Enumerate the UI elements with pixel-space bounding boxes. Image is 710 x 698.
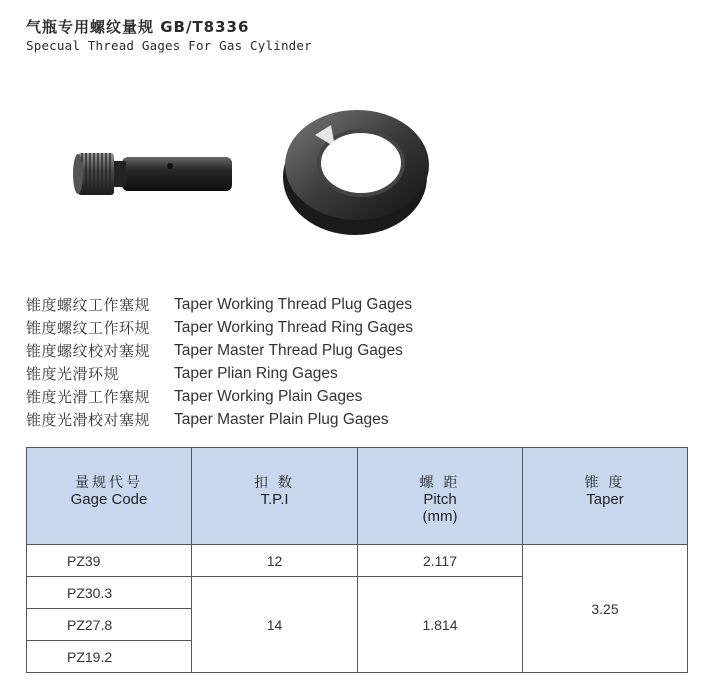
header-gage-code-cn: 量规代号 <box>75 474 143 490</box>
product-name-en: Taper Plian Ring Gages <box>174 364 338 382</box>
page-title-cn: 气瓶专用螺纹量规 GB/T8336 <box>26 18 250 36</box>
list-item <box>26 293 413 316</box>
header-pitch-unit: (mm) <box>422 508 458 525</box>
list-item <box>26 408 413 431</box>
pitch-cell: 2.117 <box>358 545 523 577</box>
gage-spec-table <box>26 447 688 673</box>
product-name-en: Taper Master Thread Plug Gages <box>174 341 403 359</box>
header-tpi-cn: 扣 数 <box>254 474 295 490</box>
gage-code-cell: PZ19.2 <box>27 641 192 673</box>
list-item <box>26 385 413 408</box>
product-name-cn: 锥度光滑环规 <box>26 365 120 383</box>
product-name-cn: 锥度螺纹工作环规 <box>26 319 151 337</box>
header-gage-code <box>27 448 192 545</box>
product-name-en: Taper Working Thread Ring Gages <box>174 318 413 336</box>
pitch-cell: 1.814 <box>358 577 523 673</box>
header-taper <box>523 448 688 545</box>
gage-code-cell: PZ39 <box>27 545 192 577</box>
product-photos <box>60 95 440 245</box>
header-taper-cn: 锥 度 <box>584 474 626 490</box>
header-taper-en: Taper <box>586 491 624 508</box>
product-name-en: Taper Master Plain Plug Gages <box>174 410 389 428</box>
product-name-cn: 锥度光滑工作塞规 <box>26 388 151 406</box>
list-item <box>26 362 413 385</box>
header-tpi <box>192 448 358 545</box>
product-type-list <box>26 293 413 431</box>
gage-code-cell: PZ27.8 <box>27 609 192 641</box>
taper-cell: 3.25 <box>523 545 688 673</box>
tpi-cell: 12 <box>192 545 358 577</box>
thread-plug-gage-image <box>70 140 240 210</box>
header-pitch-cn: 螺 距 <box>419 474 461 490</box>
gage-code-cell: PZ30.3 <box>27 577 192 609</box>
product-name-en: Taper Working Plain Gages <box>174 387 363 405</box>
thread-ring-gage-image <box>275 95 440 245</box>
header-pitch <box>358 448 523 545</box>
table-row <box>27 545 688 577</box>
list-item <box>26 316 413 339</box>
product-name-en: Taper Working Thread Plug Gages <box>174 295 413 313</box>
tpi-cell: 14 <box>192 577 358 673</box>
product-name-cn: 锥度螺纹校对塞规 <box>26 342 151 360</box>
list-item <box>26 339 413 362</box>
product-name-cn: 锥度螺纹工作塞规 <box>26 296 151 314</box>
header-pitch-en: Pitch <box>423 491 457 508</box>
header-gage-code-en: Gage Code <box>70 491 148 508</box>
page-title-en: Specual Thread Gages For Gas Cylinder <box>26 38 312 53</box>
header-tpi-en: T.P.I <box>260 491 289 508</box>
table-header-row <box>27 448 688 545</box>
product-name-cn: 锥度光滑校对塞规 <box>26 411 151 429</box>
